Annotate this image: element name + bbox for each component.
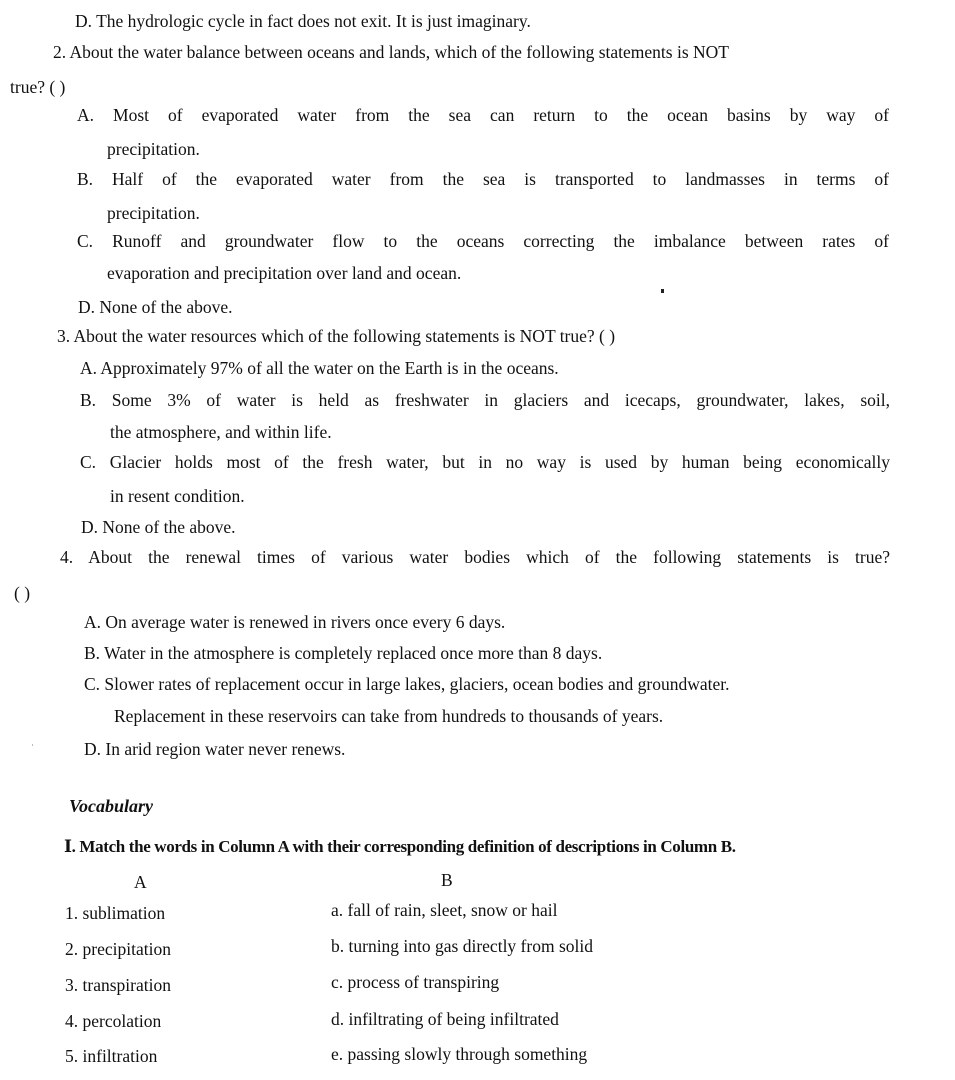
column-b-item: d. infiltrating of being infiltrated bbox=[331, 1009, 559, 1029]
q2-option-a: A. Most of evaporated water from the sea can return to the ocean basins by way of bbox=[77, 105, 889, 125]
scan-speck bbox=[661, 289, 664, 293]
vocabulary-heading: Vocabulary bbox=[69, 796, 154, 816]
question-3-stem: 3. About the water resources which of the following statements is NOT true? ( ) bbox=[57, 326, 616, 346]
q2-option-c: C. Runoff and groundwater flow to the oceans correcting the imbalance between rates of bbox=[77, 231, 889, 251]
q3-option-d: D. None of the above. bbox=[81, 517, 236, 537]
q3-option-a: A. Approximately 97% of all the water on the Earth is in the oceans. bbox=[80, 358, 559, 378]
q2-option-c-cont: evaporation and precipitation over land and ocean. bbox=[107, 263, 462, 283]
question-4-stem: 4. About the renewal times of various water bodies which of the following statements is true? bbox=[60, 547, 890, 567]
q3-option-b-cont: the atmosphere, and within life. bbox=[110, 422, 332, 442]
column-b-header: B bbox=[441, 870, 453, 890]
question-2-stem-cont: true? ( ) bbox=[10, 77, 66, 97]
column-b-item: e. passing slowly through something bbox=[331, 1044, 588, 1064]
q4-option-a: A. On average water is renewed in rivers once every 6 days. bbox=[84, 612, 506, 632]
q2-option-a-cont: precipitation. bbox=[107, 139, 200, 159]
q3-option-c-cont: in resent condition. bbox=[110, 486, 245, 506]
column-b-item: b. turning into gas directly from solid bbox=[331, 936, 593, 956]
q4-option-d: D. In arid region water never renews. bbox=[84, 739, 346, 759]
q4-option-b: B. Water in the atmosphere is completely replaced once more than 8 days. bbox=[84, 643, 603, 663]
column-b-item: c. process of transpiring bbox=[331, 972, 500, 992]
q2-option-b: B. Half of the evaporated water from the sea is transported to landmasses in terms of bbox=[77, 169, 889, 189]
column-b-item: a. fall of rain, sleet, snow or hail bbox=[331, 900, 558, 920]
column-a-item: 4. percolation bbox=[65, 1011, 162, 1031]
scan-speck bbox=[32, 744, 33, 746]
column-a-header: A bbox=[134, 872, 147, 892]
q4-option-c: C. Slower rates of replacement occur in large lakes, glaciers, ocean bodies and groundwater. bbox=[84, 674, 730, 694]
q1-option-d: D. The hydrologic cycle in fact does not exit. It is just imaginary. bbox=[75, 11, 531, 31]
q2-option-b-cont: precipitation. bbox=[107, 203, 200, 223]
instruction-text: Match the words in Column A with their corresponding definition of descriptions in Column B. bbox=[79, 837, 736, 856]
q2-option-d: D. None of the above. bbox=[78, 297, 233, 317]
column-a-item: 5. infiltration bbox=[65, 1046, 158, 1066]
section-marker: Ⅰ. bbox=[64, 837, 76, 856]
column-a-item: 2. precipitation bbox=[65, 939, 171, 959]
q3-option-b: B. Some 3% of water is held as freshwater in glaciers and icecaps, groundwater, lakes, soil, bbox=[80, 390, 890, 410]
column-a-item: 1. sublimation bbox=[65, 903, 166, 923]
matching-instruction bbox=[64, 836, 736, 858]
question-2-stem: 2. About the water balance between oceans and lands, which of the following statements is NOT bbox=[53, 42, 729, 62]
column-a-item: 3. transpiration bbox=[65, 975, 171, 995]
q3-option-c: C. Glacier holds most of the fresh water, but in no way is used by human being economically bbox=[80, 452, 890, 472]
question-4-stem-cont: ( ) bbox=[14, 583, 31, 603]
q4-option-c-cont: Replacement in these reservoirs can take from hundreds to thousands of years. bbox=[114, 706, 664, 726]
